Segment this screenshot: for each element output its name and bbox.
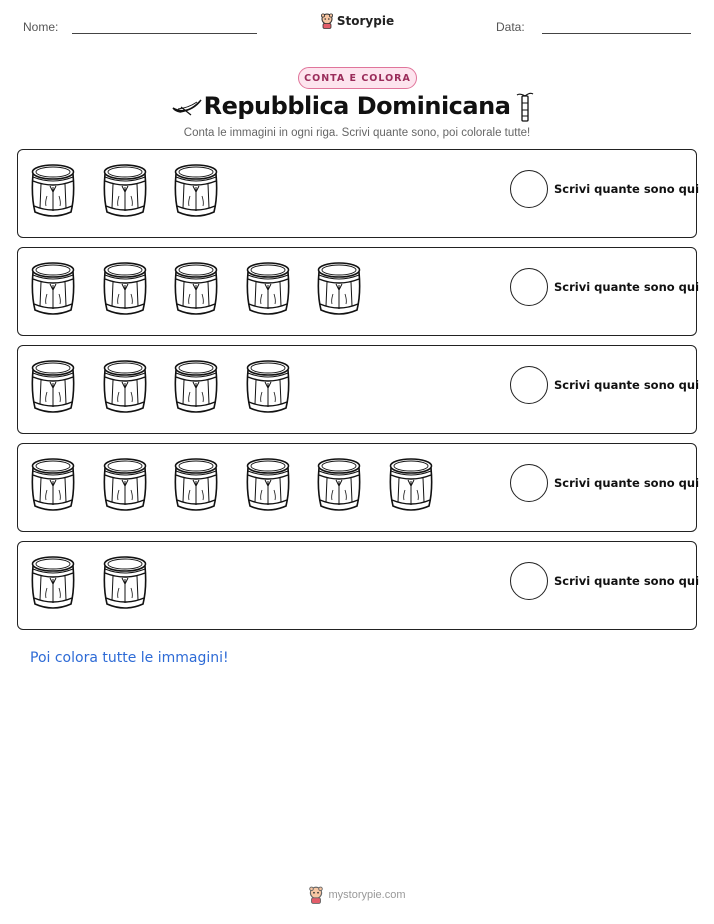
tambora-drum-icon[interactable]: [30, 554, 76, 612]
tambora-drum-icon[interactable]: [102, 260, 148, 318]
counting-row: [17, 541, 700, 630]
tambora-drum-icon[interactable]: [245, 260, 291, 318]
tambora-drum-icon[interactable]: [316, 456, 362, 514]
counting-row: [17, 443, 700, 532]
date-write-line[interactable]: [542, 33, 691, 34]
name-label: Nome:: [23, 20, 59, 34]
tambora-drum-icon[interactable]: [102, 554, 148, 612]
answer-label: Scrivi quante sono qui: [554, 378, 700, 392]
answer-circle[interactable]: [510, 464, 548, 502]
tambora-drum-icon[interactable]: [316, 260, 362, 318]
answer-circle[interactable]: [510, 268, 548, 306]
tambora-drum-icon[interactable]: [173, 358, 219, 416]
tambora-drum-icon[interactable]: [173, 260, 219, 318]
tambora-drum-icon[interactable]: [102, 456, 148, 514]
answer-circle[interactable]: [510, 562, 548, 600]
name-write-line[interactable]: [72, 33, 257, 34]
answer-label: Scrivi quante sono qui: [554, 280, 700, 294]
counting-row: [17, 149, 700, 238]
tambora-drum-icon[interactable]: [388, 456, 434, 514]
storypie-mascot-icon: [308, 886, 324, 904]
site-url: mystorypie.com: [328, 889, 406, 901]
answer-label: Scrivi quante sono qui: [554, 574, 700, 588]
tambora-drum-icon[interactable]: [30, 162, 76, 220]
tambora-drum-icon[interactable]: [245, 358, 291, 416]
answer-label: Scrivi quante sono qui: [554, 182, 700, 196]
site-footer: [0, 886, 714, 904]
tambora-drum-icon[interactable]: [173, 456, 219, 514]
tambora-drum-icon[interactable]: [245, 456, 291, 514]
tambora-drum-icon[interactable]: [30, 260, 76, 318]
counting-row: [17, 247, 700, 336]
date-label: Data:: [496, 20, 525, 34]
answer-label: Scrivi quante sono qui: [554, 476, 700, 490]
counting-row: [17, 345, 700, 434]
answer-circle[interactable]: [510, 366, 548, 404]
answer-circle[interactable]: [510, 170, 548, 208]
brand-name: Storypie: [336, 14, 395, 28]
tambora-drum-icon[interactable]: [102, 162, 148, 220]
instructions: Conta le immagini in ogni riga. Scrivi quante sono, poi colorale tutte!: [183, 127, 531, 139]
sugarcane-icon: [516, 92, 534, 122]
title-row: [0, 92, 714, 126]
tambora-drum-icon[interactable]: [30, 358, 76, 416]
brand-logo: [0, 13, 714, 29]
tambora-drum-icon[interactable]: [173, 162, 219, 220]
activity-tag: CONTA E COLORA: [298, 67, 417, 89]
storypie-mascot-icon: [320, 13, 334, 29]
footer-note: Poi colora tutte le immagini!: [30, 650, 229, 666]
page-title: Repubblica Dominicana: [203, 92, 511, 120]
tambora-drum-icon[interactable]: [102, 358, 148, 416]
tambora-drum-icon[interactable]: [30, 456, 76, 514]
